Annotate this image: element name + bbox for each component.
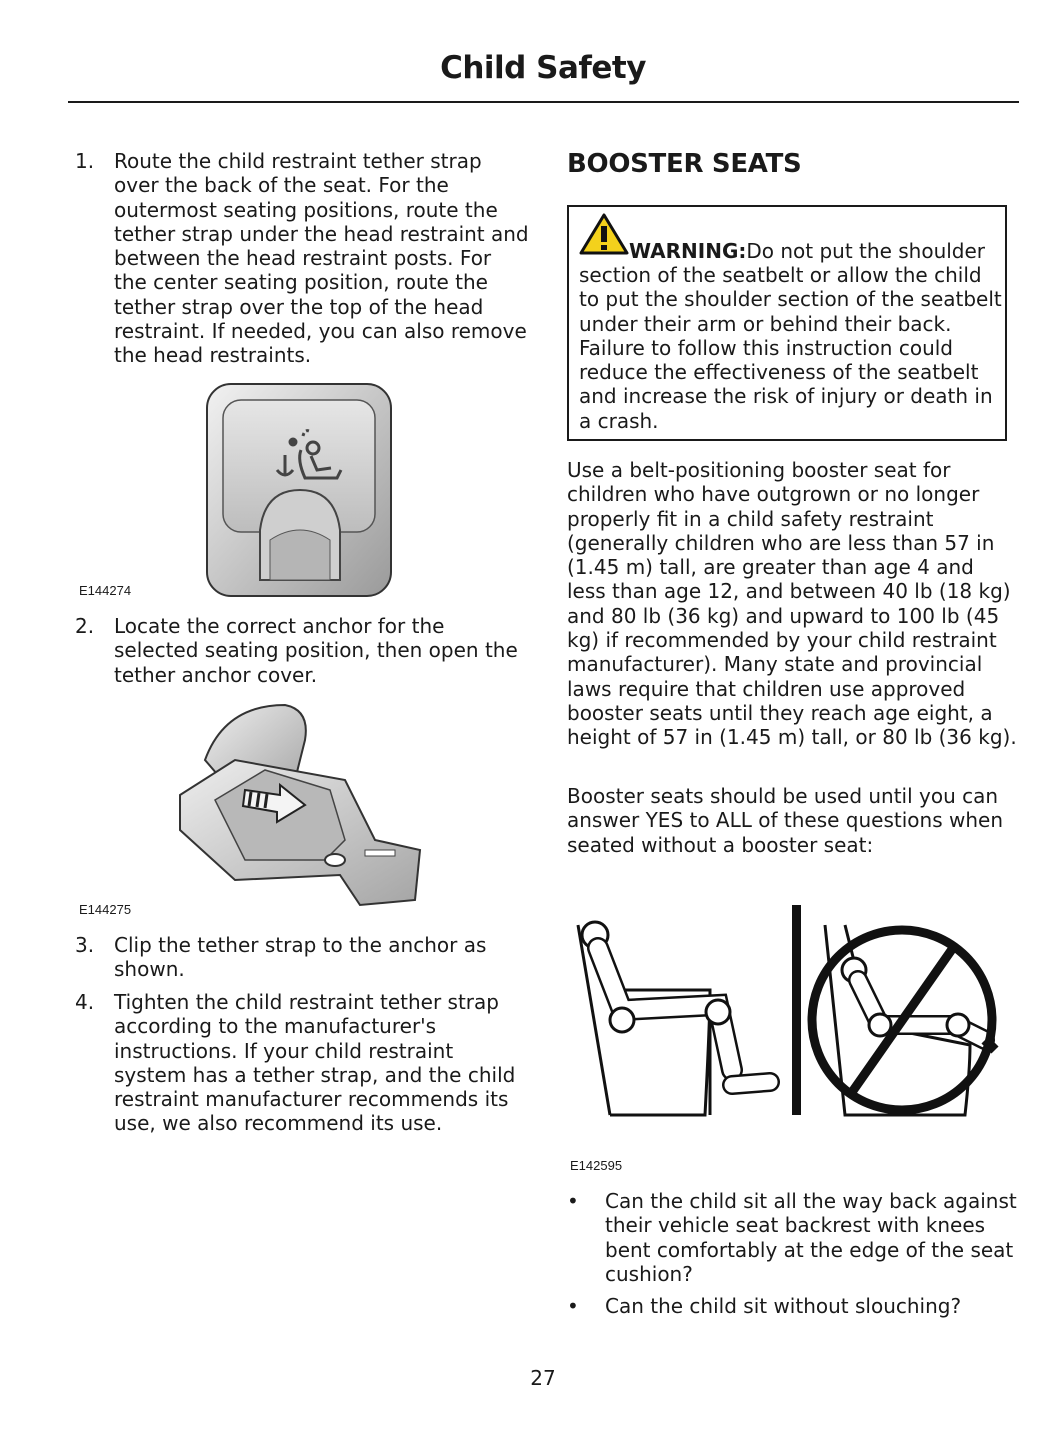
step-number: 3. [75,933,95,957]
warning-label: WARNING: [629,239,747,263]
list-item [567,1189,1017,1286]
tether-anchor-cover-illustration [205,380,395,600]
warning-box [567,205,1007,441]
step-text: Locate the correct anchor for the selected seating position, then open the tether anchor cover. [114,614,518,687]
bullet-text: Can the child sit all the way back against their vehicle seat backrest with knees bent comfortably at the edge of the seat cushion? [605,1189,1017,1286]
warning-triangle-icon [579,213,629,255]
step-2 [75,614,530,687]
step-text: Clip the tether strap to the anchor as shown. [114,933,487,982]
step-number: 2. [75,614,95,638]
section-heading: BOOSTER SEATS [567,149,802,179]
figure-id: E142595 [570,1158,623,1173]
warning-first-line [629,239,985,263]
title-divider [68,101,1019,103]
step-1 [75,149,530,368]
step-text: Route the child restraint tether strap over the back of the seat. For the outermost seating positions, route the tether strap under the head restraint and between the head restraint posts. For the center seating position, route the tether strap over the top of the head restraint. If needed, you can also remove the head restraints. [114,149,529,368]
figure-id: E144274 [79,583,132,598]
step-3 [75,933,530,982]
booster-paragraph-2: Booster seats should be used until you can answer YES to ALL of these questions when seated without a booster seat: [567,784,1003,857]
bullet-dot: • [567,1294,579,1318]
figure-id: E144275 [79,902,132,917]
seating-posture-comparison-illustration [570,900,1015,1120]
page-number: 27 [530,1366,556,1390]
open-anchor-cover-illustration [175,700,425,915]
step-text: Tighten the child restraint tether strap according to the manufacturer's instructions. If your child restraint system has a tether strap, and the child restraint manufacturer recommends its use, we also recommend its use. [114,990,516,1136]
list-item [567,1294,1017,1318]
booster-paragraph-1: Use a belt-positioning booster seat for children who have outgrown or no longer properly fit in a child safety restraint (generally children who are less than 57 in (1.45 m) tall, are greater than age 4 and less than age 12, and between 40 lb (18 kg) and 80 lb (36 kg) and upward to 100 lb (45 kg) if recommended by your child restraint manufacturer). Many state and provincial laws require that children use approved booster seats until they reach age eight, a height of 57 in (1.45 m) tall, or 80 lb (36 kg). [567,458,1017,750]
warning-text: section of the seatbelt or allow the child to put the shoulder section of the seatbelt under their arm or behind their back. Failure to follow this instruction could reduce the effectiveness of the seatbelt and increase the risk of injury or death in a crash. [579,263,1002,433]
page-title: Child Safety [440,50,646,86]
step-4 [75,990,530,1136]
step-number: 1. [75,149,95,173]
warning-first-text: Do not put the shoulder [746,239,986,263]
bullet-text: Can the child sit without slouching? [605,1294,962,1318]
step-number: 4. [75,990,95,1014]
bullet-dot: • [567,1189,579,1213]
